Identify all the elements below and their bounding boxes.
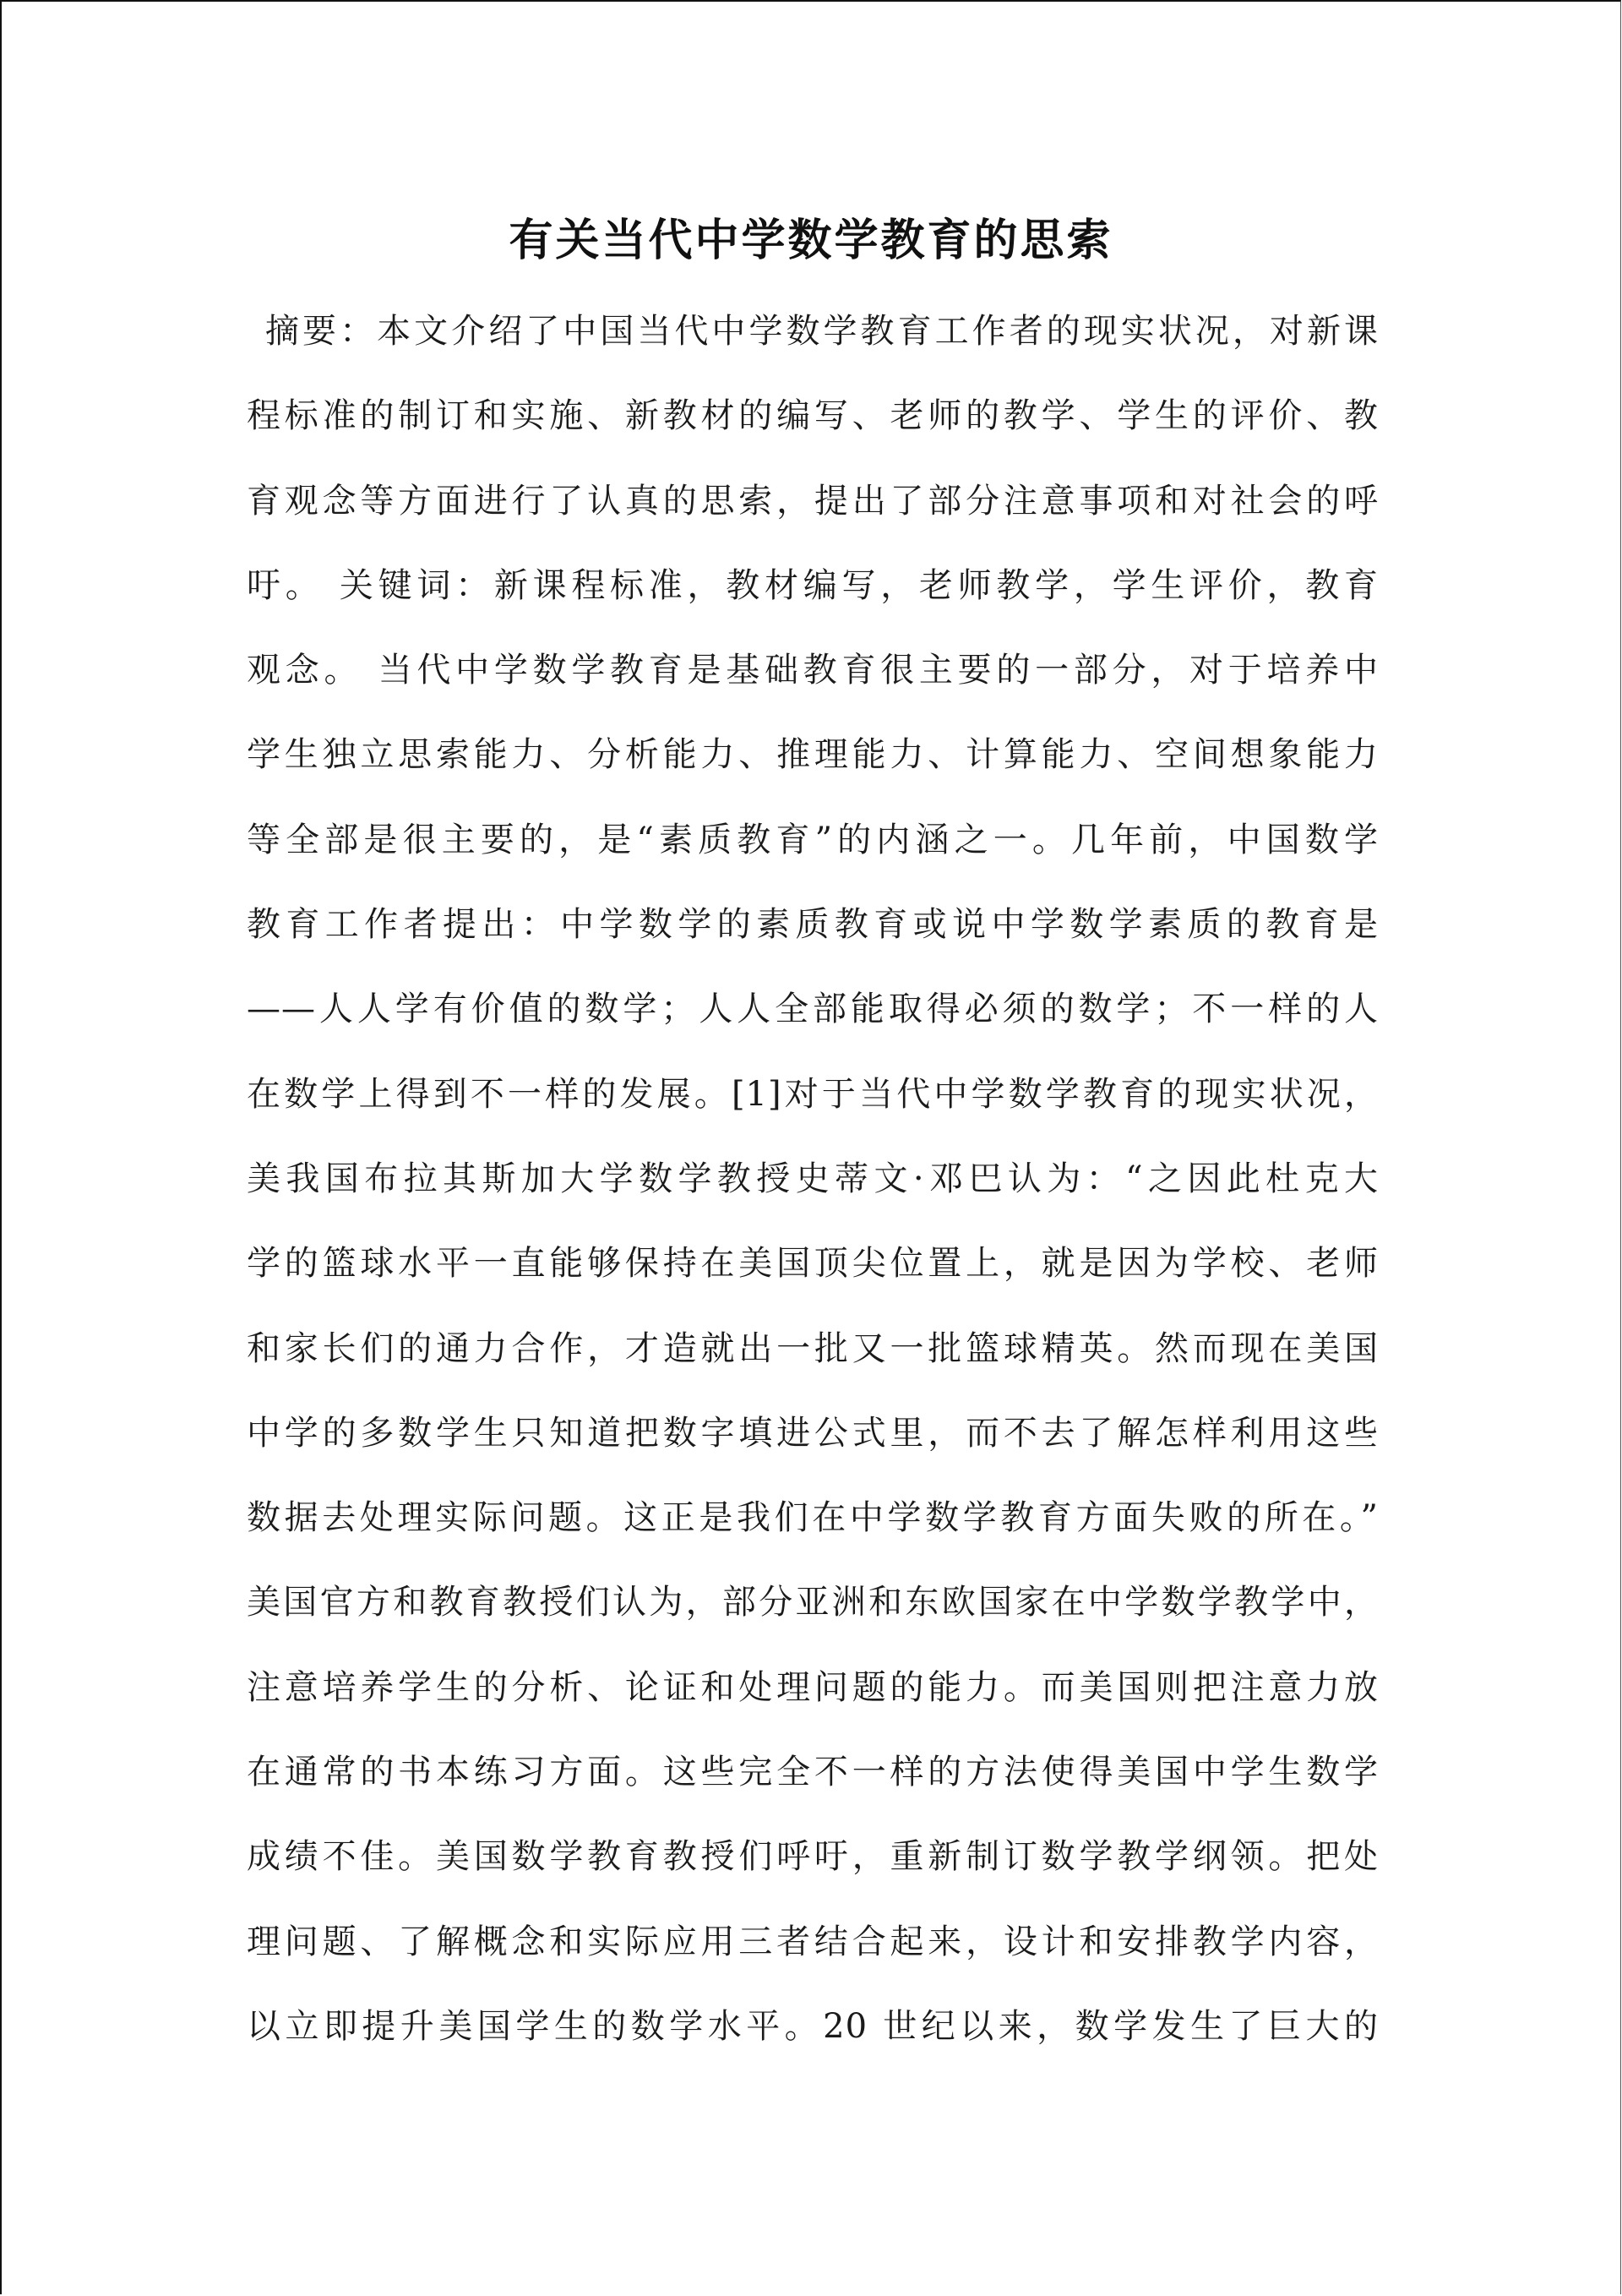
text-line: 学生独立思索能力、分析能力、推理能力、计算能力、空间想象能力 xyxy=(247,735,1379,775)
text-line: 注意培养学生的分析、论证和处理问题的能力。而美国则把注意力放 xyxy=(247,1667,1379,1707)
text-line: 在数学上得到不一样的发展。[1]对于当代中学数学教育的现实状况， xyxy=(247,1074,1379,1114)
text-line: 和家长们的通力合作，才造就出一批又一批篮球精英。然而现在美国 xyxy=(247,1328,1379,1368)
text-line: 成绩不佳。美国数学教育教授们呼吁，重新制订数学教学纲领。把处 xyxy=(247,1837,1379,1877)
text-line: 中学的多数学生只知道把数字填进公式里，而不去了解怎样利用这些 xyxy=(247,1413,1379,1453)
text-line: 美国官方和教育教授们认为，部分亚洲和东欧国家在中学数学教学中， xyxy=(247,1583,1379,1622)
text-line: 程标准的制订和实施、新教材的编写、老师的教学、学生的评价、教 xyxy=(247,396,1379,436)
text-line: 以立即提升美国学生的数学水平。20 世纪以来，数学发生了巨大的 xyxy=(247,2006,1379,2046)
text-line: 吁。 关键词：新课程标准，教材编写，老师教学，学生评价，教育 xyxy=(247,565,1379,605)
text-line: 育观念等方面进行了认真的思索，提出了部分注意事项和对社会的呼 xyxy=(247,481,1379,521)
text-line: 观念。 当代中学数学教育是基础教育很主要的一部分，对于培养中 xyxy=(247,651,1379,690)
text-line: 数据去处理实际问题。这正是我们在中学数学教育方面失败的所在。” xyxy=(247,1498,1379,1538)
text-line: 理问题、了解概念和实际应用三者结合起来，设计和安排教学内容， xyxy=(247,1922,1379,1961)
document-body xyxy=(247,289,1379,2069)
text-line: 学的篮球水平一直能够保持在美国顶尖位置上，就是因为学校、老师 xyxy=(247,1244,1379,1284)
text-line: 教育工作者提出：中学数学的素质教育或说中学数学素质的教育是 xyxy=(247,905,1379,945)
text-line: 在通常的书本练习方面。这些完全不一样的方法使得美国中学生数学 xyxy=(247,1753,1379,1792)
text-line: ——人人学有价值的数学；人人全部能取得必须的数学；不一样的人 xyxy=(247,990,1379,1029)
document-title: 有关当代中学数学教育的思索 xyxy=(509,215,1113,266)
text-line: 摘要：本文介绍了中国当代中学数学教育工作者的现实状况，对新课 xyxy=(265,312,1379,351)
text-line: 等全部是很主要的，是“素质教育”的内涵之一。几年前，中国数学 xyxy=(247,820,1379,859)
text-line: 美我国布拉其斯加大学数学教授史蒂文·邓巴认为：“之因此杜克大 xyxy=(247,1159,1379,1198)
